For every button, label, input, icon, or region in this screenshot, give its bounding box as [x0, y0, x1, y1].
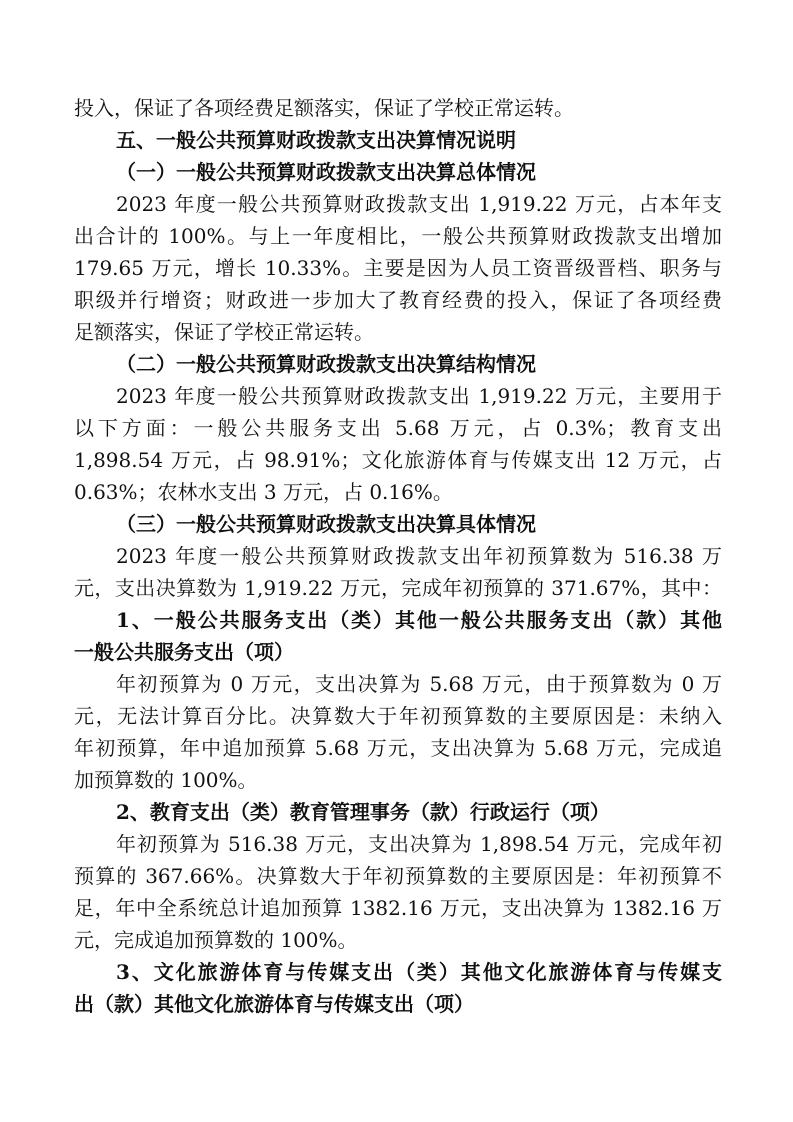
subsection-heading: （三）一般公共预算财政拨款支出决算具体情况	[116, 512, 536, 536]
text-line: 1,898.54 万元，占 98.91%；文化旅游体育与传媒支出 12 万元，占	[74, 448, 722, 472]
text-line: 年初预算，年中追加预算 5.68 万元，支出决算为 5.68 万元，完成追	[74, 736, 722, 760]
text-line: 投入，保证了各项经费足额落实，保证了学校正常运转。	[74, 96, 574, 120]
text-line: 以下方面：一般公共服务支出 5.68 万元，占 0.3%；教育支出	[74, 416, 722, 440]
text-line: 足额落实，保证了学校正常运转。	[74, 320, 374, 344]
item-heading: 1、一般公共服务支出（类）其他一般公共服务支出（款）其他	[116, 608, 722, 632]
document-page	[74, 92, 722, 1020]
item-heading: 一般公共服务支出（项）	[74, 640, 294, 664]
item-heading: 2、教育支出（类）教育管理事务（款）行政运行（项）	[116, 800, 610, 824]
text-line: 职级并行增资；财政进一步加大了教育经费的投入，保证了各项经费	[74, 288, 722, 312]
text-line: 年初预算为 0 万元，支出决算为 5.68 万元，由于预算数为 0 万	[116, 672, 722, 696]
item-heading: 出（款）其他文化旅游体育与传媒支出（项）	[74, 992, 474, 1016]
text-line: 元，完成追加预算数的 100%。	[74, 928, 358, 952]
text-line: 元，无法计算百分比。决算数大于年初预算数的主要原因是：未纳入	[74, 704, 722, 728]
item-heading: 3、文化旅游体育与传媒支出（类）其他文化旅游体育与传媒支	[116, 960, 722, 984]
subsection-heading: （二）一般公共预算财政拨款支出决算结构情况	[116, 352, 536, 376]
text-line: 2023 年度一般公共预算财政拨款支出年初预算数为 516.38 万	[116, 544, 722, 568]
text-line: 元，支出决算数为 1,919.22 万元，完成年初预算的 371.67%，其中：	[74, 576, 722, 600]
text-line: 出合计的 100%。与上一年度相比，一般公共预算财政拨款支出增加	[74, 224, 722, 248]
text-line: 加预算数的 100%。	[74, 768, 258, 792]
text-line: 2023 年度一般公共预算财政拨款支出 1,919.22 万元，占本年支	[116, 192, 722, 216]
section-heading: 五、一般公共预算财政拨款支出决算情况说明	[116, 128, 516, 152]
text-line: 0.63%；农林水支出 3 万元，占 0.16%。	[74, 480, 453, 504]
text-line: 179.65 万元，增长 10.33%。主要是因为人员工资晋级晋档、职务与	[74, 256, 722, 280]
subsection-heading: （一）一般公共预算财政拨款支出决算总体情况	[116, 160, 536, 184]
text-line: 足，年中全系统总计追加预算 1382.16 万元，支出决算为 1382.16 万	[74, 896, 722, 920]
text-line: 年初预算为 516.38 万元，支出决算为 1,898.54 万元，完成年初	[116, 832, 722, 856]
text-line: 预算的 367.66%。决算数大于年初预算数的主要原因是：年初预算不	[74, 864, 722, 888]
text-line: 2023 年度一般公共预算财政拨款支出 1,919.22 万元，主要用于	[116, 384, 722, 408]
